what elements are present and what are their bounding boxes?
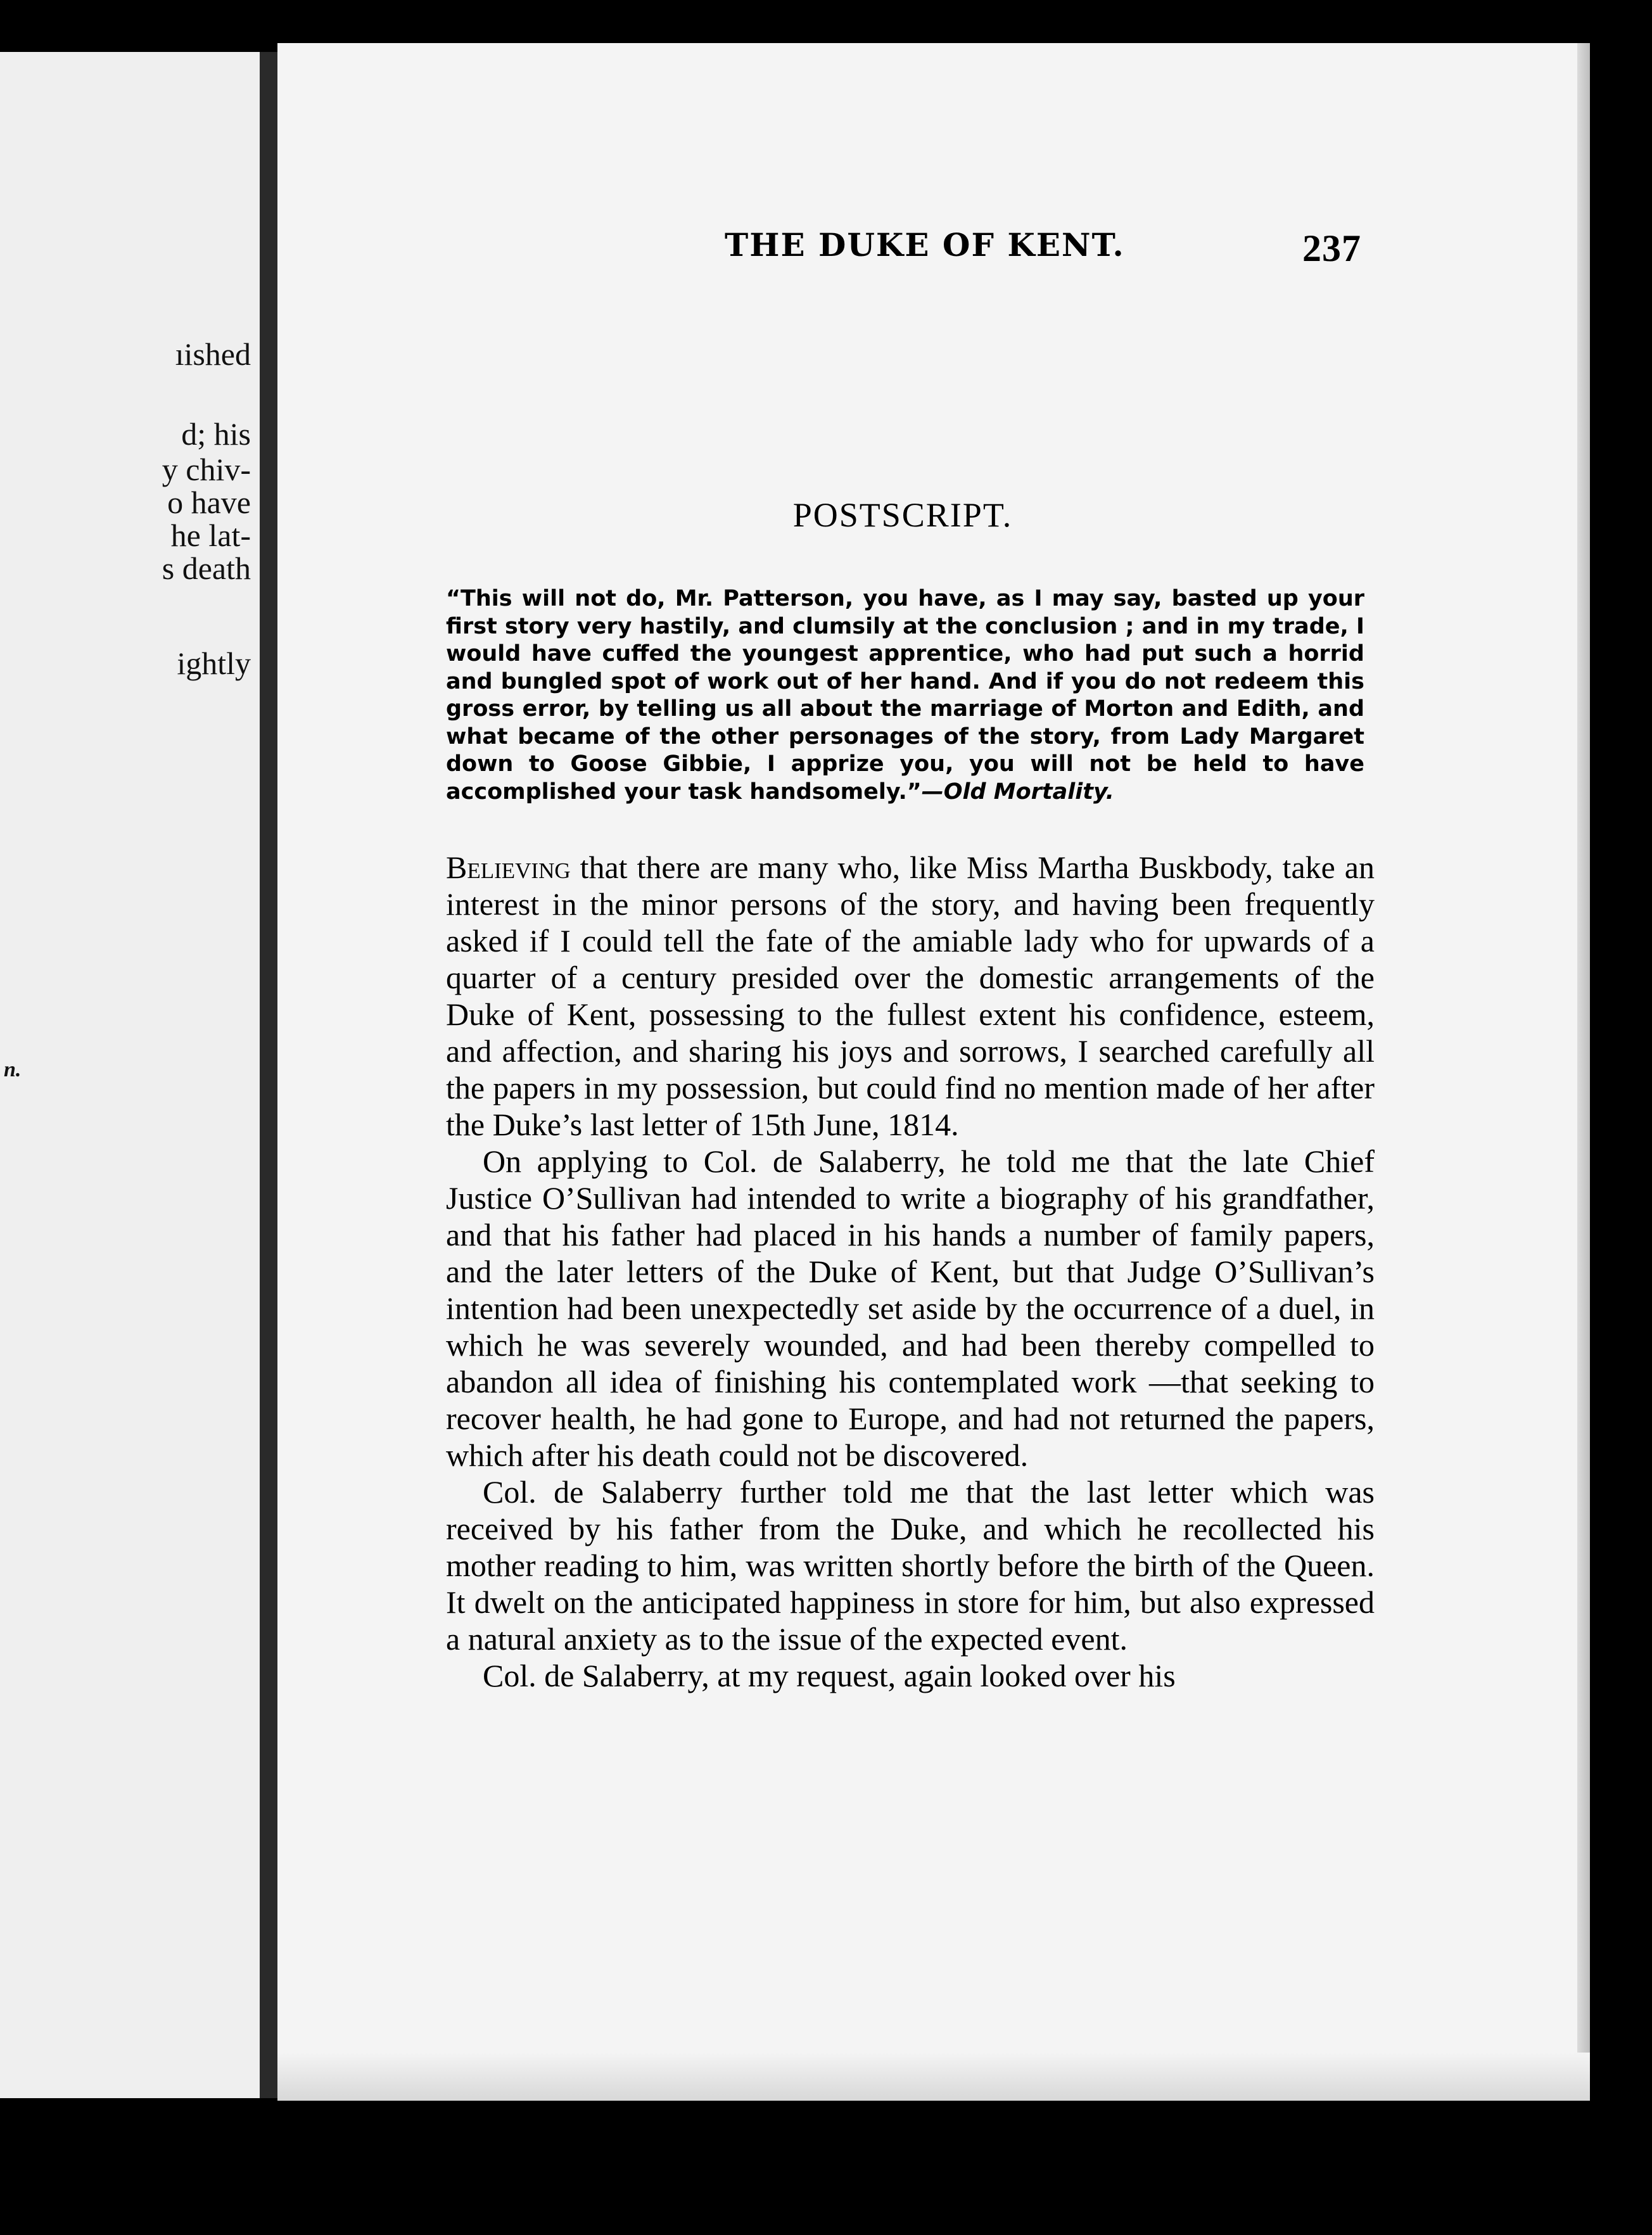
- paragraph-text: Col. de Salaberry, at my request, again looked over his: [483, 1658, 1176, 1693]
- book-gutter: [260, 52, 277, 2098]
- previous-page-fragment: d; his: [181, 416, 251, 452]
- paragraph-text: Col. de Salaberry further told me that the last letter which was received by his father from the Duke, and which he recollected his mother reading to him, was written shortly before the birth of the Queen. It dwelt on the anticipated happiness in store for him, but also expressed a natural anxiety as to the issue of the expected event.: [446, 1474, 1375, 1657]
- body-text: [446, 849, 1375, 1694]
- previous-page-fragment: y chiv-: [162, 452, 251, 487]
- previous-page-fragment: he lat-: [170, 518, 251, 553]
- previous-page-fragment: s death: [162, 551, 251, 586]
- previous-page-fragment: ıished: [175, 336, 251, 372]
- section-title: POSTSCRIPT.: [792, 496, 1013, 534]
- epigraph-attribution: —Old Mortality.: [921, 779, 1114, 805]
- paragraph: [446, 1657, 1375, 1694]
- paragraph-text: that there are many who, like Miss Martha Buskbody, take an interest in the minor persons of the story, and having been frequently asked if I could tell the fate of the amiable lady who for upwards of a quarter of a century presided over the domestic arrangements of the Duke of Kent, possessing to the fullest extent his confidence, esteem, and affection, and sharing his joys and sorrows, I searched carefully all the papers in my possession, but could find no mention made of her after the Duke’s last letter of 15th June, 1814.: [446, 850, 1375, 1142]
- previous-page-fragment: ightly: [177, 646, 251, 681]
- paragraph-text: On applying to Col. de Salaberry, he told me that the late Chief Justice O’Sullivan had intended to write a biography of his grandfather, and that his father had placed in his hands a number of family papers, and the later letters of the Duke of Kent, but that Judge O’Sullivan’s intention had been unexpectedly set aside by the occurrence of a duel, in which he was severely wounded, and had been thereby compelled to abandon all idea of finishing his contemplated work —that seeking to recover health, he had gone to Europe, and had not returned the papers, which after his death could not be discovered.: [446, 1143, 1375, 1473]
- epigraph: [446, 585, 1364, 806]
- previous-page-edge: [0, 52, 260, 2098]
- page-bottom-shadow: [277, 2053, 1590, 2101]
- running-head: THE DUKE OF KENT.: [725, 226, 1125, 264]
- previous-page-fragment: n.: [4, 1058, 22, 1081]
- page-number: 237: [1302, 227, 1361, 269]
- paragraph-lead: Believing: [446, 850, 571, 885]
- paragraph: [446, 1143, 1375, 1474]
- paragraph: [446, 1474, 1375, 1657]
- paragraph: [446, 849, 1375, 1143]
- previous-page-fragment: o have: [167, 485, 251, 520]
- page-edge: [1577, 43, 1590, 2101]
- epigraph-quote: “This will not do, Mr. Patterson, you have, as I may say, basted up your first story very hastily, and clumsily at the conclusion ; and in my trade, I would have cuffed the youngest apprentice, who had put such a horrid and bungled spot of work out of her hand. And if you do not redeem this gross error, by telling us all about the marriage of Morton and Edith, and what became of the other personages of the story, from Lady Margaret down to Goose Gibbie, I apprize you, you will not be held to have accomplished your task handsomely.”: [446, 586, 1364, 805]
